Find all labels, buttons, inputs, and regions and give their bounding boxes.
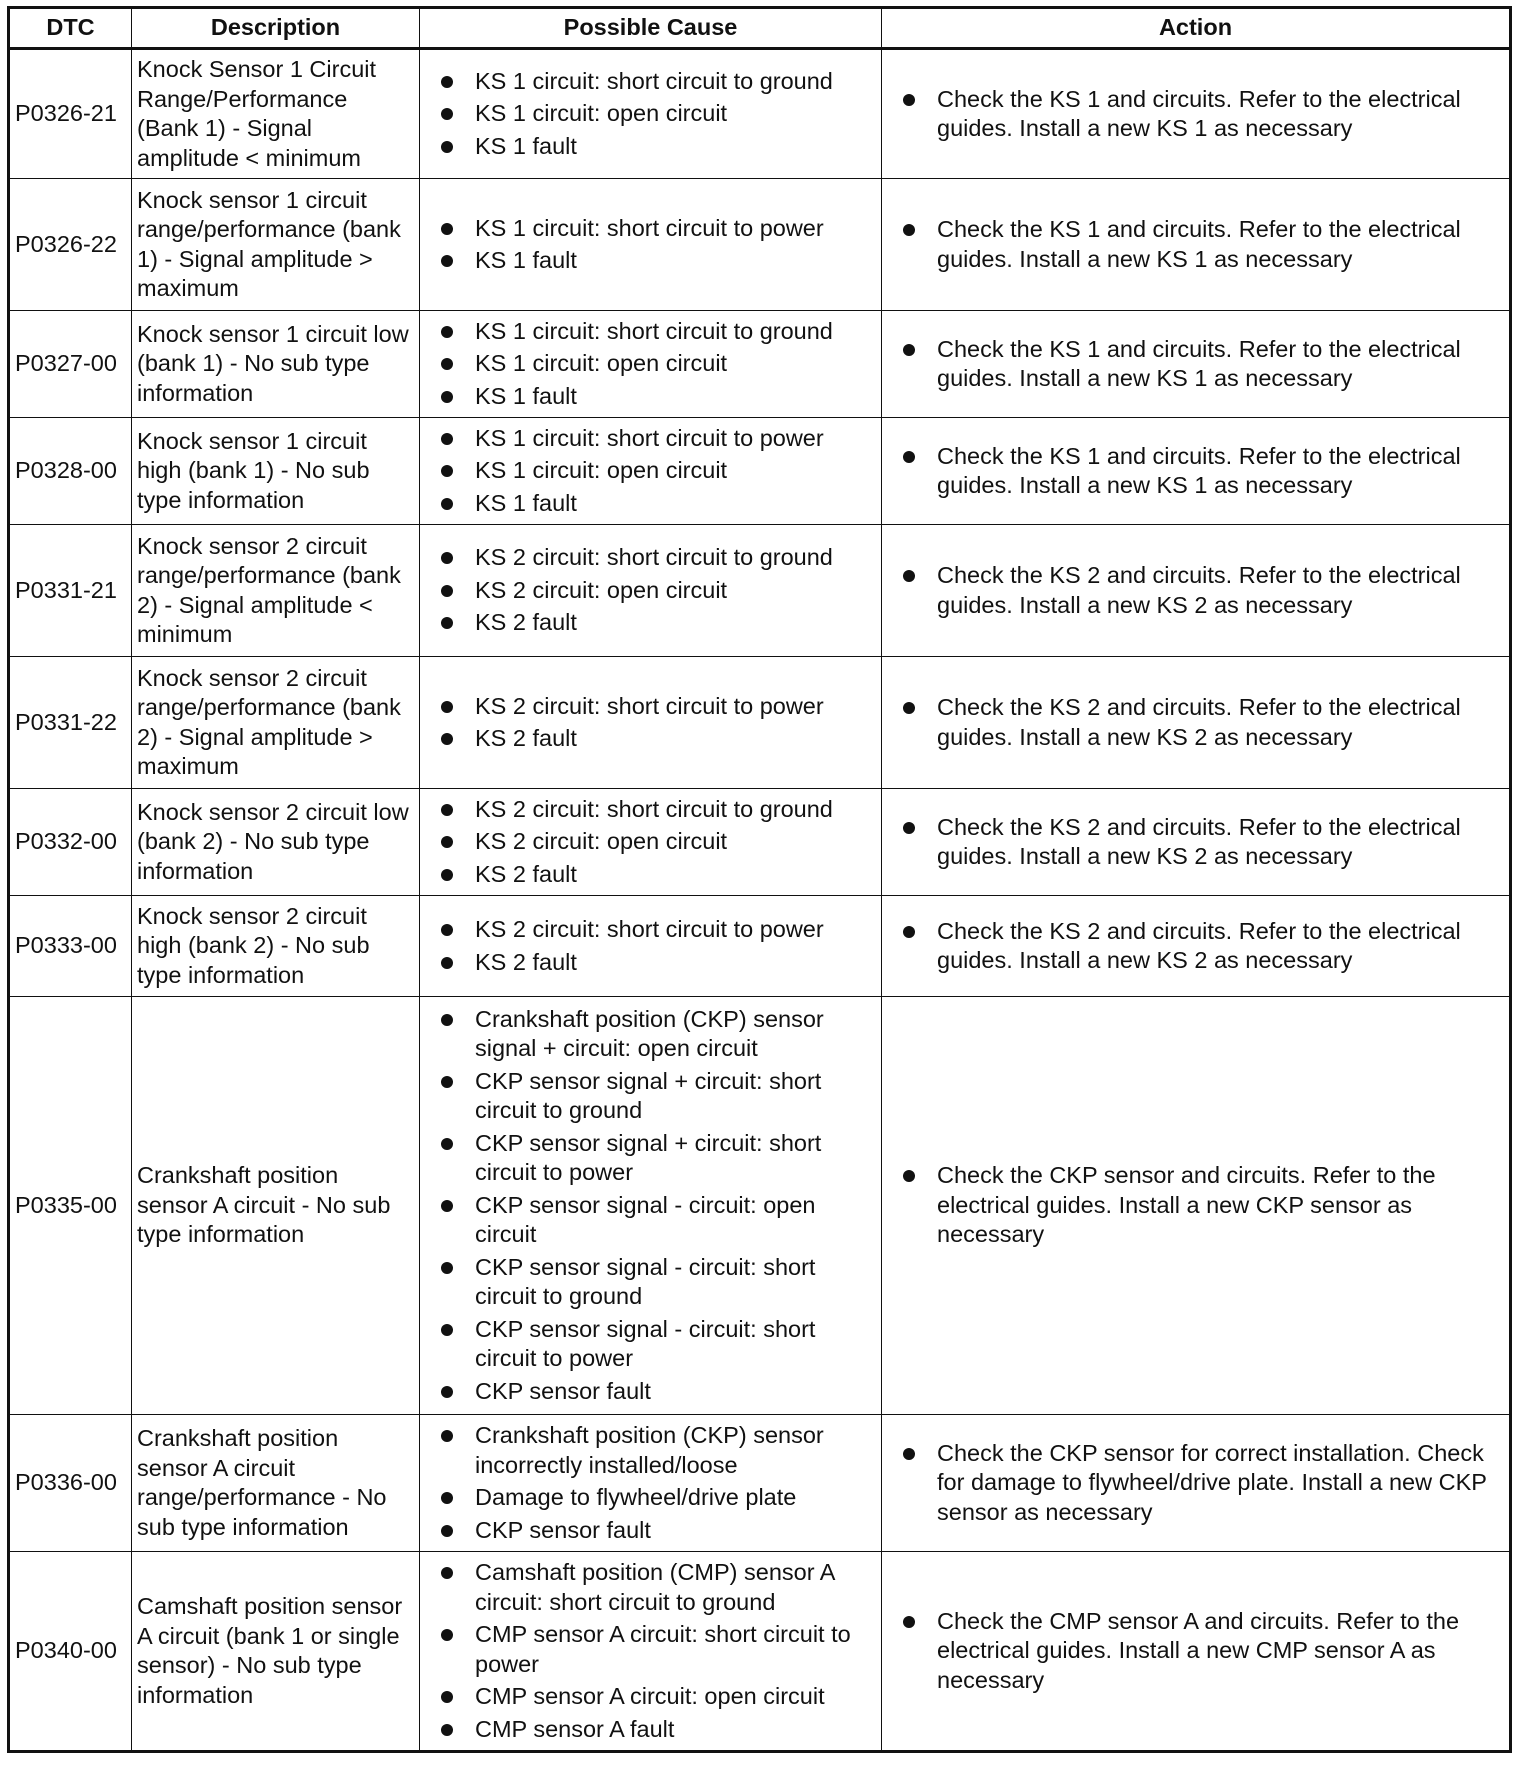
action-list bbox=[902, 85, 1499, 144]
table-row bbox=[9, 311, 1511, 418]
cause-item: Crankshaft position (CKP) sensor incorrectly installed/loose bbox=[440, 1421, 871, 1480]
action-item: Check the KS 2 and circuits. Refer to the electrical guides. Install a new KS 2 as necessary bbox=[902, 693, 1499, 752]
action-item: Check the KS 2 and circuits. Refer to the electrical guides. Install a new KS 2 as necessary bbox=[902, 813, 1499, 872]
dtc-code: P0340-00 bbox=[9, 1552, 132, 1752]
table-row bbox=[9, 525, 1511, 657]
cause-item: KS 1 circuit: open circuit bbox=[440, 456, 871, 486]
possible-cause-cell bbox=[420, 418, 882, 525]
cause-item: CKP sensor signal + circuit: short circuit to power bbox=[440, 1129, 871, 1188]
cause-item: KS 2 circuit: open circuit bbox=[440, 576, 871, 606]
action-cell bbox=[882, 1552, 1511, 1752]
header-action: Action bbox=[882, 8, 1511, 49]
possible-cause-cell bbox=[420, 997, 882, 1415]
dtc-description: Crankshaft position sensor A circuit range/performance - No sub type information bbox=[132, 1415, 420, 1552]
dtc-code: P0326-21 bbox=[9, 49, 132, 179]
possible-cause-list bbox=[440, 915, 871, 977]
cause-item: CKP sensor fault bbox=[440, 1377, 871, 1407]
possible-cause-cell bbox=[420, 179, 882, 311]
action-item: Check the CKP sensor for correct installation. Check for damage to flywheel/drive plate. Install a new CKP sensor as necessary bbox=[902, 1439, 1499, 1528]
header-dtc: DTC bbox=[9, 8, 132, 49]
possible-cause-cell bbox=[420, 657, 882, 789]
possible-cause-list bbox=[440, 795, 871, 890]
table-row bbox=[9, 1552, 1511, 1752]
action-item: Check the KS 1 and circuits. Refer to the electrical guides. Install a new KS 1 as necessary bbox=[902, 85, 1499, 144]
possible-cause-cell bbox=[420, 525, 882, 657]
cause-item: CKP sensor fault bbox=[440, 1516, 871, 1546]
dtc-description: Knock sensor 2 circuit range/performance (bank 2) - Signal amplitude > maximum bbox=[132, 657, 420, 789]
action-item: Check the KS 2 and circuits. Refer to the electrical guides. Install a new KS 2 as necessary bbox=[902, 917, 1499, 976]
cause-item: KS 2 circuit: short circuit to ground bbox=[440, 543, 871, 573]
cause-item: KS 1 circuit: short circuit to power bbox=[440, 424, 871, 454]
possible-cause-list bbox=[440, 1421, 871, 1545]
possible-cause-cell bbox=[420, 49, 882, 179]
action-list bbox=[902, 1607, 1499, 1696]
action-list bbox=[902, 561, 1499, 620]
possible-cause-list bbox=[440, 424, 871, 519]
dtc-code: P0336-00 bbox=[9, 1415, 132, 1552]
cause-item: KS 2 fault bbox=[440, 860, 871, 890]
header-row bbox=[9, 8, 1511, 49]
dtc-table-container bbox=[7, 6, 1509, 1753]
dtc-code: P0326-22 bbox=[9, 179, 132, 311]
dtc-description: Knock sensor 2 circuit low (bank 2) - No sub type information bbox=[132, 789, 420, 896]
cause-item: KS 1 circuit: short circuit to ground bbox=[440, 317, 871, 347]
action-cell bbox=[882, 997, 1511, 1415]
table-row bbox=[9, 1415, 1511, 1552]
action-item: Check the CMP sensor A and circuits. Refer to the electrical guides. Install a new CMP sensor A as necessary bbox=[902, 1607, 1499, 1696]
table-row bbox=[9, 657, 1511, 789]
possible-cause-list bbox=[440, 214, 871, 276]
possible-cause-list bbox=[440, 67, 871, 162]
cause-item: CMP sensor A circuit: open circuit bbox=[440, 1682, 871, 1712]
dtc-description: Camshaft position sensor A circuit (bank 1 or single sensor) - No sub type information bbox=[132, 1552, 420, 1752]
dtc-description: Knock sensor 1 circuit low (bank 1) - No sub type information bbox=[132, 311, 420, 418]
dtc-code: P0332-00 bbox=[9, 789, 132, 896]
dtc-description: Knock sensor 1 circuit range/performance (bank 1) - Signal amplitude > maximum bbox=[132, 179, 420, 311]
cause-item: CMP sensor A fault bbox=[440, 1715, 871, 1745]
dtc-code: P0333-00 bbox=[9, 896, 132, 997]
dtc-code: P0335-00 bbox=[9, 997, 132, 1415]
cause-item: CMP sensor A circuit: short circuit to power bbox=[440, 1620, 871, 1679]
action-cell bbox=[882, 1415, 1511, 1552]
action-list bbox=[902, 215, 1499, 274]
dtc-description: Knock Sensor 1 Circuit Range/Performance (Bank 1) - Signal amplitude < minimum bbox=[132, 49, 420, 179]
cause-item: CKP sensor signal + circuit: short circuit to ground bbox=[440, 1067, 871, 1126]
cause-item: KS 2 fault bbox=[440, 948, 871, 978]
possible-cause-cell bbox=[420, 896, 882, 997]
dtc-description: Knock sensor 2 circuit range/performance (bank 2) - Signal amplitude < minimum bbox=[132, 525, 420, 657]
table-row bbox=[9, 896, 1511, 997]
action-list bbox=[902, 813, 1499, 872]
possible-cause-cell bbox=[420, 1415, 882, 1552]
action-item: Check the CKP sensor and circuits. Refer to the electrical guides. Install a new CKP sensor as necessary bbox=[902, 1161, 1499, 1250]
cause-item: Damage to flywheel/drive plate bbox=[440, 1483, 871, 1513]
action-list bbox=[902, 335, 1499, 394]
possible-cause-list bbox=[440, 692, 871, 754]
action-list bbox=[902, 693, 1499, 752]
dtc-description: Crankshaft position sensor A circuit - No sub type information bbox=[132, 997, 420, 1415]
table-body bbox=[9, 49, 1511, 1752]
cause-item: KS 1 fault bbox=[440, 382, 871, 412]
possible-cause-list bbox=[440, 317, 871, 412]
cause-item: KS 1 fault bbox=[440, 489, 871, 519]
action-cell bbox=[882, 49, 1511, 179]
header-description: Description bbox=[132, 8, 420, 49]
action-list bbox=[902, 917, 1499, 976]
table-row bbox=[9, 997, 1511, 1415]
action-cell bbox=[882, 525, 1511, 657]
dtc-description: Knock sensor 2 circuit high (bank 2) - No sub type information bbox=[132, 896, 420, 997]
cause-item: CKP sensor signal - circuit: open circuit bbox=[440, 1191, 871, 1250]
possible-cause-list bbox=[440, 1005, 871, 1407]
cause-item: KS 1 circuit: short circuit to ground bbox=[440, 67, 871, 97]
action-cell bbox=[882, 657, 1511, 789]
cause-item: CKP sensor signal - circuit: short circuit to power bbox=[440, 1315, 871, 1374]
table-row bbox=[9, 789, 1511, 896]
action-cell bbox=[882, 896, 1511, 997]
header-possible-cause: Possible Cause bbox=[420, 8, 882, 49]
cause-item: KS 2 fault bbox=[440, 608, 871, 638]
action-cell bbox=[882, 789, 1511, 896]
dtc-code: P0328-00 bbox=[9, 418, 132, 525]
cause-item: KS 1 fault bbox=[440, 246, 871, 276]
dtc-code: P0327-00 bbox=[9, 311, 132, 418]
dtc-description: Knock sensor 1 circuit high (bank 1) - No sub type information bbox=[132, 418, 420, 525]
action-list bbox=[902, 442, 1499, 501]
cause-item: KS 1 fault bbox=[440, 132, 871, 162]
possible-cause-list bbox=[440, 1558, 871, 1744]
action-cell bbox=[882, 179, 1511, 311]
possible-cause-cell bbox=[420, 311, 882, 418]
cause-item: KS 2 fault bbox=[440, 724, 871, 754]
cause-item: KS 2 circuit: short circuit to ground bbox=[440, 795, 871, 825]
cause-item: KS 2 circuit: short circuit to power bbox=[440, 692, 871, 722]
possible-cause-cell bbox=[420, 789, 882, 896]
action-list bbox=[902, 1439, 1499, 1528]
action-item: Check the KS 1 and circuits. Refer to the electrical guides. Install a new KS 1 as necessary bbox=[902, 335, 1499, 394]
cause-item: KS 1 circuit: short circuit to power bbox=[440, 214, 871, 244]
action-item: Check the KS 2 and circuits. Refer to the electrical guides. Install a new KS 2 as necessary bbox=[902, 561, 1499, 620]
action-cell bbox=[882, 418, 1511, 525]
action-item: Check the KS 1 and circuits. Refer to the electrical guides. Install a new KS 1 as necessary bbox=[902, 215, 1499, 274]
table-row bbox=[9, 179, 1511, 311]
cause-item: KS 1 circuit: open circuit bbox=[440, 349, 871, 379]
table-row bbox=[9, 49, 1511, 179]
dtc-table bbox=[7, 6, 1512, 1753]
possible-cause-cell bbox=[420, 1552, 882, 1752]
action-cell bbox=[882, 311, 1511, 418]
dtc-code: P0331-21 bbox=[9, 525, 132, 657]
possible-cause-list bbox=[440, 543, 871, 638]
cause-item: KS 2 circuit: short circuit to power bbox=[440, 915, 871, 945]
action-item: Check the KS 1 and circuits. Refer to the electrical guides. Install a new KS 1 as necessary bbox=[902, 442, 1499, 501]
cause-item: CKP sensor signal - circuit: short circuit to ground bbox=[440, 1253, 871, 1312]
action-list bbox=[902, 1161, 1499, 1250]
table-row bbox=[9, 418, 1511, 525]
cause-item: Camshaft position (CMP) sensor A circuit: short circuit to ground bbox=[440, 1558, 871, 1617]
cause-item: KS 2 circuit: open circuit bbox=[440, 827, 871, 857]
cause-item: KS 1 circuit: open circuit bbox=[440, 99, 871, 129]
cause-item: Crankshaft position (CKP) sensor signal + circuit: open circuit bbox=[440, 1005, 871, 1064]
dtc-code: P0331-22 bbox=[9, 657, 132, 789]
